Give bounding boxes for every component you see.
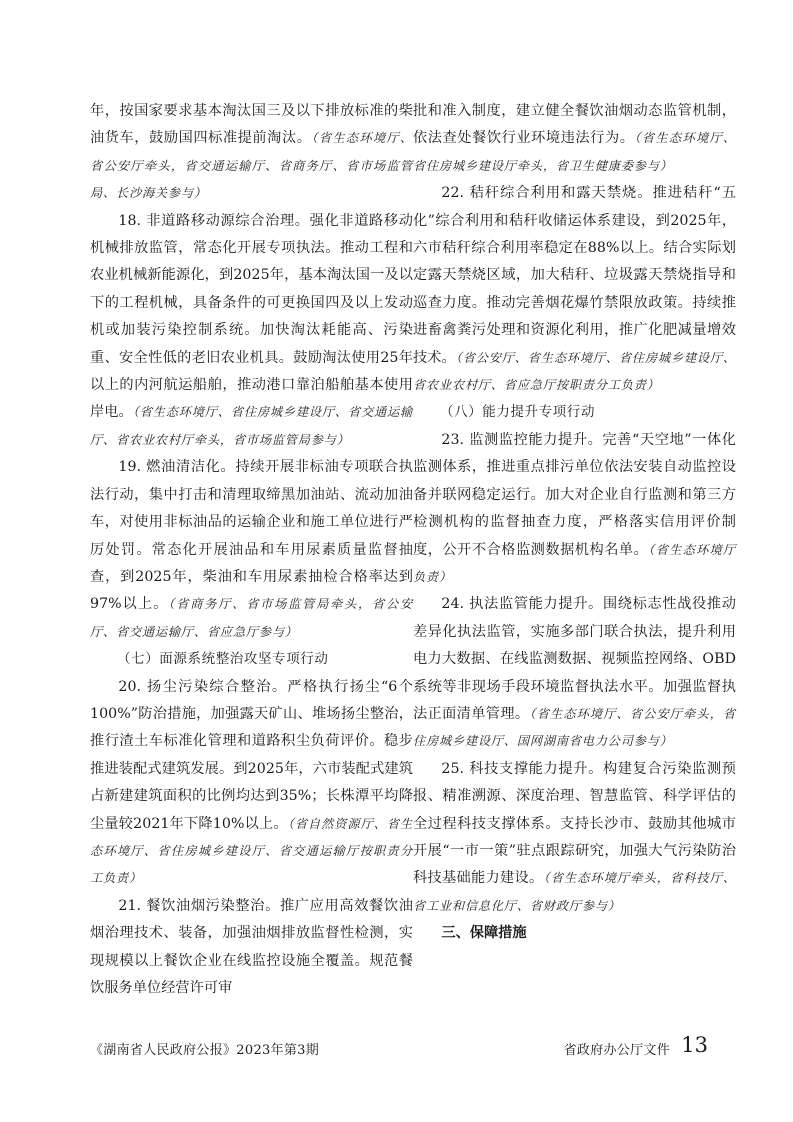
paragraph bbox=[413, 756, 736, 920]
page-footer bbox=[90, 1035, 710, 1061]
responsibility-note: （省生态环境厅、省住房城乡建设厅牵头，省卫生健康委参与） bbox=[413, 131, 736, 173]
responsibility-note: （省商务厅、省市场监管局牵头，省公安厅、省交通运输厅、省应急厅参与） bbox=[90, 597, 413, 639]
paragraph bbox=[413, 427, 736, 591]
paragraph-text: 年，按国家要求基本淘汰国三及以下排放标准的柴油货车，鼓励国四标准提前淘汰。 bbox=[90, 103, 413, 147]
paragraph-text: 21. 餐饮油烟污染整治。推广应用高效餐饮油烟治理技术、装备，加强油烟排放监督性检测，实现规模以上餐饮企业在线监控设施全覆盖。规范餐饮服务单位经营许可审 bbox=[90, 897, 413, 996]
section-label: 省政府办公厅文件 bbox=[563, 1043, 670, 1058]
paragraph-text: 批和准入制度，建立健全餐饮油烟动态监管机制，依法查处餐饮行业环境违法行为。 bbox=[413, 103, 736, 147]
responsibility-note: （省生态环境厅、省公安厅牵头，省住房城乡建设厅、国网湖南省电力公司参与） bbox=[413, 706, 737, 749]
subsection-heading: （八）能力提升专项行动 bbox=[440, 404, 596, 421]
responsibility-note: （省生态环境厅负责） bbox=[413, 542, 737, 584]
right-column bbox=[413, 98, 736, 948]
paragraph-text: 18. 非道路移动源综合治理。强化非道路移动机械排放监管，常态化开展专项执法。推动工程和农业机械新能源化，到2025年，基本淘汰国一及以下的工程机械，具备条件的可更换国四及以上发动机或加装污染控制系统。加快淘汰耗能高、污染重、安全性低的老旧农业机具。鼓励淘汰使用25年以上的内河航运船舶，推动港口靠泊船舶基本使用岸电。 bbox=[90, 212, 413, 421]
paragraph bbox=[90, 893, 413, 1003]
responsibility-note: （省自然资源厅、省生态环境厅、省住房城乡建设厅、省交通运输厅按职责分工负责） bbox=[90, 816, 413, 886]
paragraph-text: 22. 秸秆综合利用和露天禁烧。推进秸秆“五化”综合利用和秸秆收储运体系建设，到2025年，六市秸秆综合利用率稳定在88%以上。结合实际划定露天禁烧区域，加大秸秆、垃圾露天禁烧指导和巡查力度。推动完善烟花爆竹禁限放政策。持续推进畜禽粪污处理和资源化利用，推广化肥减量增效技术。 bbox=[413, 185, 736, 366]
paragraph-text: 23. 监测监控能力提升。完善“天空地”一体化监测体系，推进重点排污单位依法安装自动监控设备并联网稳定运行。加大对企业自行监测和第三方检测机构的监督抽查力度，严格落实信用评价制度，公开不合格监测数据机构名单。 bbox=[413, 431, 736, 558]
responsibility-note: （省生态环境厅牵头，省科技厅、省工业和信息化厅、省财政厅参与） bbox=[413, 871, 736, 913]
paragraph bbox=[413, 180, 736, 399]
responsibility-note: （省生态环境厅、省住房城乡建设厅、省交通运输厅、省农业农村厅牵头，省市场监管局参与） bbox=[90, 405, 413, 447]
responsibility-note: （省公安厅、省生态环境厅、省住房城乡建设厅、省农业农村厅、省应急厅按职责分工负责） bbox=[413, 350, 736, 393]
paragraph bbox=[90, 208, 413, 455]
paragraph-text: 19. 燃油清洁化。持续开展非标油专项联合执法行动，集中打击和清理取缔黑加油站、流动加油车，对使用非标油品的运输企业和施工单位进行严厉处罚。常态化开展油品和车用尿素质量监督抽查，到2025年，柴油和车用尿素抽检合格率达到97%以上。 bbox=[90, 459, 413, 613]
left-column bbox=[90, 98, 413, 1002]
paragraph-text: 24. 执法监管能力提升。围绕标志性战役推动差异化执法监管，实施多部门联合执法，提升利用电力大数据、在线监测数据、视频监控网络、OBD系统等非现场手段环境监督执法水平。加强监督执法正面清单管理。 bbox=[413, 596, 736, 722]
page-number: 13 bbox=[681, 1033, 708, 1057]
paragraph bbox=[413, 98, 736, 180]
paragraph bbox=[90, 98, 413, 208]
paragraph-text: 25. 科技支撑能力提升。构建复合污染监测预报、精准溯源、深度治理、智慧监管、科学评估的全过程科技支撑体系。支持长沙市、鼓励其他城市开展“一市一策”驻点跟踪研究，加强大气污染防治科技基础能力建设。 bbox=[413, 760, 736, 887]
section-heading: 三、保障措施 bbox=[441, 925, 527, 942]
responsibility-note: （省生态环境厅、省公安厅牵头，省交通运输厅、省商务厅、省市场监管局、长沙海关参与） bbox=[90, 131, 413, 201]
paragraph bbox=[413, 591, 736, 755]
publication-title: 《湖南省人民政府公报》2023年第3期 bbox=[90, 1043, 320, 1058]
paragraph-text: 20. 扬尘污染综合整治。严格执行扬尘“6个100%”防治措施，加强露天矿山、堆场扬尘整治，推行渣土车标准化管理和道路积尘负荷评价。稳步推进装配式建筑发展。到2025年，六市装配式建筑占新建建筑面积的比例均达到35%；长株潭平均降尘量较2021年下降10%以上。 bbox=[90, 678, 413, 832]
paragraph bbox=[90, 454, 413, 646]
subsection-heading: （七）面源系统整治攻坚专项行动 bbox=[117, 651, 329, 668]
paragraph bbox=[90, 674, 413, 893]
